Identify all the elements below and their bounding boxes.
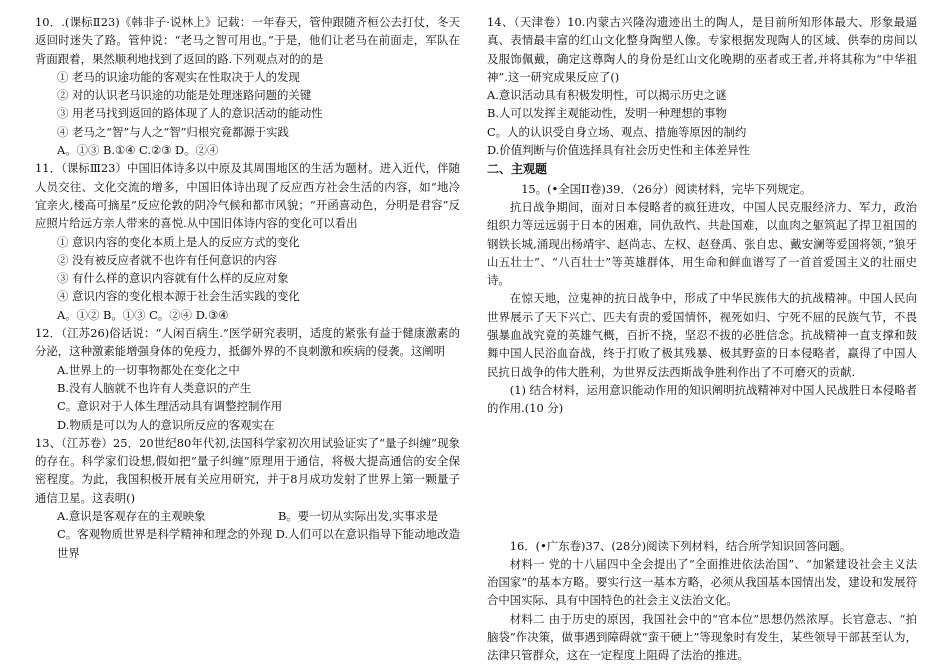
question-14-stem: 14、（天津卷）10.内蒙古兴隆沟遗迹出土的陶人，是目前所知形体最大、形象最逼真、表情最丰富的红山文化整身陶塑人像。专家根据发现陶人的区域、供奉的房间以及服饰佩戴，确定这尊陶人的身份是红山文化晚期的巫者或王者,并将其称为“中华祖神”.这一研究成果反应了() [487,15,917,84]
q11-option-1: ① 意识内容的变化本质上是人的反应方式的变化 [57,234,300,249]
q16-material-1: 材料一 党的十八届四中全会提出了“全面推进依法治国”、“加紧建设社会主义法治国家”的基本方略。要实行这一基本方略，必须从我国基本国情出发，建设和发展符合中国实际、具有中国特色的社会主义法治文化。 [487,556,917,608]
q11-option-3: ③ 有什么样的意识内容就有什么样的反应对象 [57,271,289,286]
q11-option-2: ② 没有被反应者就不也许有任何意识的内容 [57,252,278,267]
q10-option-2: ② 对的认识老马识途的功能是处理迷路问题的关键 [57,88,312,103]
q13-option-a: A.意识是客观存在的主观映象 [57,509,206,524]
question-12-stem: 12．（江苏26)俗话说：“人闲百病生.”医学研究表明，适度的紧张有益于健康激素的分泌，这种激素能增强身体的免疫力，抵御外界的不良刺激和疾病的侵袭。这阐明 [35,326,460,359]
answer-space [487,418,917,537]
q14-option-d: D.价值判断与价值选择具有社会历史性和主体差异性 [487,143,750,158]
q10-option-3: ③ 用老马找到返回的路体现了人的意识活动的能动性 [57,106,323,121]
q14-option-b: B.人可以发挥主观能动性，发明一种理想的事物 [487,106,727,121]
question-13-stem: 13、（江苏卷）25．20世纪80年代初,法国科学家初次用试验证实了“量子纠缠”现象的存在。科学家们设想,假如把“量子纠缠”原理用于通信，将极大提高通信的安全保密程度。为此，我国积极开展有关应用研究，并于8月成功发射了世界上第一颗量子通信卫星。这表明() [35,435,460,505]
q12-option-a: A.世界上的一切事物都处在变化之中 [57,362,240,377]
q16-material-2: 材料二 由于历史的原因，我国社会中的“官本位”思想仍然浓厚。长官意志、“拍脑袋”作决策，做事遇到障碍就“蛮干硬上”等现象时有发生，某些领导干部甚至认为，法律只管群众，这在一定程度上阻碍了法治的推进。 [487,611,917,663]
question-11-stem: 11．（课标Ⅲ23）中国旧体诗多以中原及其周围地区的生活为题材。进入近代，伴随人员交往、文化交流的增多，中国旧体诗出现了反应西方社会生活的内容，如“地冷宜亲火,楼高可摘星”反应伦敦的阴冷气候和都市风貌；“开函喜动色，分明是君容”反应照片给远方亲人带来的喜悦.从中国旧体诗内容的变化可以看出 [35,161,460,231]
q10-option-1: ① 老马的识途功能的客观实在性取决于人的发现 [57,69,300,84]
q11-choices: A。①② B。①③ C。②④ D.③④ [57,307,229,322]
q12-option-d: D.物质是可以为人的意识所反应的客观实在 [57,417,275,432]
q10-option-4: ④ 老马之“智”与人之“智”归根究竟都源于实践 [57,124,289,139]
q12-option-c: C。意识对于人体生理活动具有调整控制作用 [57,399,283,414]
q13-option-b: B。要一切从实际出发,实事求是 [277,509,439,524]
question-16-head: 16．(•广东卷)37、(28分)阅读下列材料，结合所学知识回答问题。 [509,538,852,553]
q13-options-cd: C。客观物质世界是科学精神和理念的外现 D.人们可以在意识指导下能动地改造世界 [57,527,460,560]
question-15-head: 15。(•全国II卷)39．（26分）阅读材料，完毕下列规定。 [521,181,812,196]
section-title: 二、主观题 [487,162,548,177]
right-column [487,13,917,665]
q15-material-paragraph-2: 在惊天地，泣鬼神的抗日战争中，形成了中华民族伟大的抗战精神。中国人民向世界展示了天下兴亡、匹夫有责的爱国情怀，视死如归、宁死不屈的民族气节，不畏强暴血战究竟的英雄气概，百折不挠，坚忍不拔的必胜信念。抗战精神一直支撑和鼓舞中国人民浴血奋战，终于打败了极其残暴、极其野蛮的日本侵略者，赢得了中国人民抗日战争的伟大胜利，为世界反法西斯战争胜利作出了不可磨灭的贡献. [487,291,917,379]
q11-option-4: ④ 意识内容的变化根本源于社会生活实践的变化 [57,289,300,304]
question-10-stem: 10．.(课标Ⅱ23)《韩非子·说林上》记载：一年春天，管仲跟随齐桓公去打仗，冬天返回时迷失了路。管仲说：“老马之智可用也。”于是，他们让老马在前面走，军队在背面跟着，果然顺利地找到了返回的路.下列观点对的的是 [35,15,460,66]
q15-task-1: (1) 结合材料，运用意识能动作用的知识阐明抗战精神对中国人民战胜日本侵略者的作用.(10 分) [487,382,917,416]
q14-option-a: A.意识活动具有积极发明性，可以揭示历史之谜 [487,88,727,103]
q13-options-ab [35,507,460,525]
q12-option-b: B.没有人脑就不也许有人类意识的产生 [57,380,252,395]
left-column [35,13,460,562]
q14-option-c: C。人的认识受自身立场、观点、措施等原因的制约 [487,124,747,139]
q10-choices: A。①③ B.①④ C.②③ D。②④ [57,143,219,158]
q15-material-paragraph-1: 抗日战争期间，面对日本侵略者的疯狂进攻，中国人民克服经济力、军力，政治组织力等远远弱于日本的困难，同仇敌忾、共赴国难，以血肉之躯筑起了捍卫祖国的钢铁长城,涌现出杨靖宇、赵尚志、左权、赵登禹、张自忠、戴安澜等爱国将领，”狼牙山五壮士”、“八百壮士”等英雄群体，用生命和鲜血谱写了一首首爱国主义的壮丽史诗。 [487,199,917,288]
